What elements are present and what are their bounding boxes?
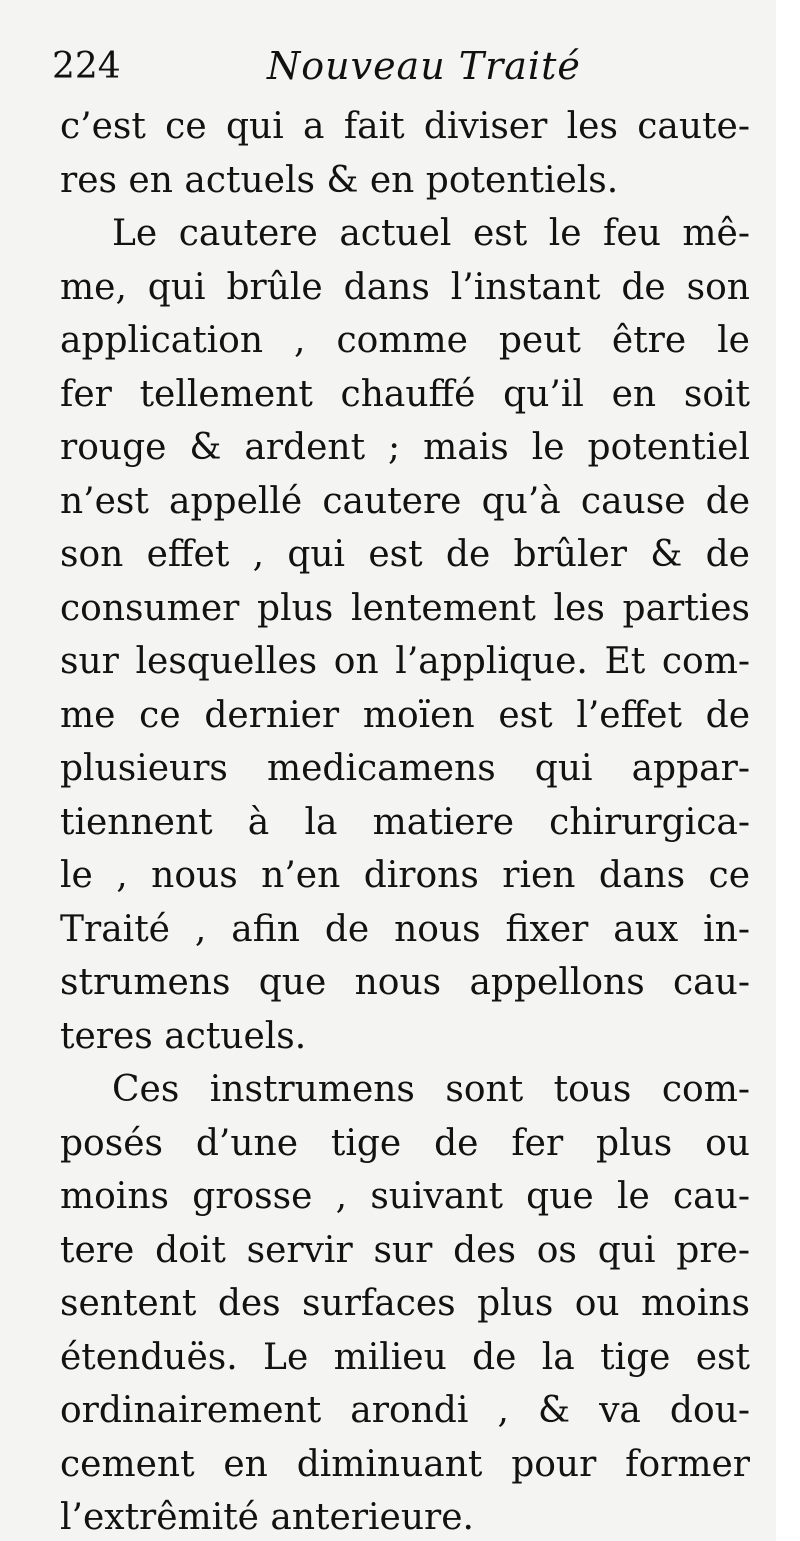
text-line: teres actuels.	[60, 1015, 307, 1057]
text-line: rouge & ardent ; mais le potentiel	[60, 427, 750, 468]
text-line: Le cautere actuel est le feu mê-	[112, 213, 750, 254]
text-line: me, qui brûle dans l’instant de son	[60, 266, 750, 308]
text-line: plusieurs medicamens qui appar-	[60, 748, 750, 789]
text-line: strumens que nous appellons cau-	[60, 962, 750, 1003]
text-line: l’extrêmité anterieure.	[60, 1497, 474, 1538]
text-line: me ce dernier moïen est l’effet de	[60, 694, 750, 736]
text-line: c’est ce qui a fait diviser les caute-	[60, 106, 750, 147]
text-line: n’est appellé cautere qu’à cause de	[60, 480, 750, 522]
text-line: le , nous n’en dirons rien dans ce	[60, 855, 750, 896]
page-header	[52, 46, 752, 96]
text-line: fer tellement chauffé qu’il en soit	[60, 373, 750, 415]
text-line: consumer plus lentement les parties	[60, 587, 750, 629]
text-line: res en actuels & en potentiels.	[60, 159, 619, 201]
text-line: Traité , afin de nous fixer aux in-	[60, 908, 750, 950]
text-line: sentent des surfaces plus ou moins	[60, 1283, 750, 1324]
page-number: 224	[52, 46, 121, 87]
text-line: posés d’une tige de fer plus ou	[60, 1122, 750, 1164]
running-head: Nouveau Traité	[267, 44, 581, 88]
body-text	[60, 100, 750, 1541]
text-line: ordinairement arondi , & va dou-	[60, 1390, 750, 1431]
text-line: tere doit servir sur des os qui pre-	[60, 1229, 750, 1271]
text-line: tiennent à la matiere chirurgica-	[60, 801, 750, 843]
text-line: son effet , qui est de brûler & de	[60, 534, 750, 575]
text-line: moins grosse , suivant que le cau-	[60, 1176, 750, 1217]
text-line: Ces instrumens sont tous com-	[112, 1069, 750, 1110]
text-line: application , comme peut être le	[60, 320, 750, 361]
text-line: étenduës. Le milieu de la tige est	[60, 1336, 750, 1378]
text-line: sur lesquelles on l’applique. Et com-	[60, 641, 750, 682]
page-margin	[776, 0, 800, 1541]
text-line: cement en diminuant pour former	[60, 1443, 750, 1485]
